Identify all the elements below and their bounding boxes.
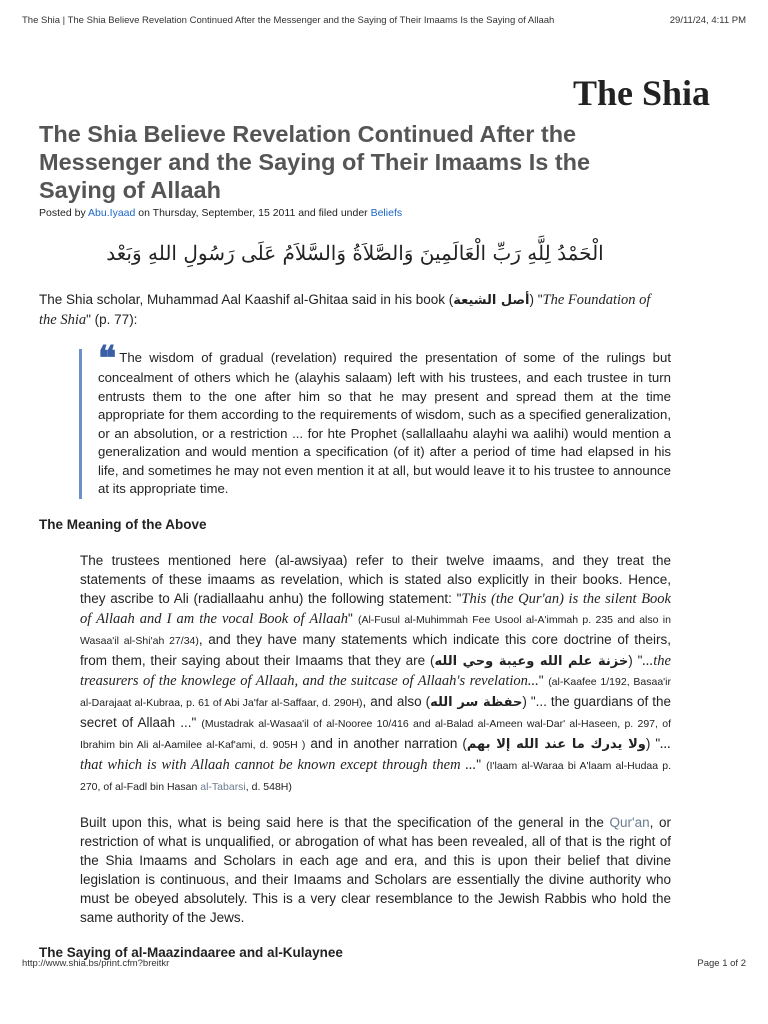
article <box>39 120 671 962</box>
p1-ref-2: (al-Kaafee 1/192, Basaa'ir al-Darajaat al-Kubraa, p. 61 of Abi Ja'far al-Saffaar, d. 290H) <box>80 675 672 709</box>
intro-book-title: The Foundation of the Shia <box>39 292 651 328</box>
post-meta <box>39 206 671 220</box>
quran-link[interactable]: Qur'an <box>609 814 650 830</box>
p1-ref-3: (Mustadrak al-Wasaa'il of al-Nooree 10/416 and al-Balad al-Ameen wal-Dar' al-Haseen, p. 297, of Ibrahim bin Ali al-Aamilee al-Kaf'ami, d. 905H ) <box>80 717 671 751</box>
p1-text-d: , and also ( <box>362 693 431 709</box>
author-link[interactable]: Abu.Iyaad <box>88 207 136 219</box>
meta-prefix: Posted by <box>39 207 89 219</box>
intro-text-3: " (p. 77): <box>86 312 138 327</box>
p1-text-c: ) " <box>628 652 643 668</box>
p1-quote-treasurers: ...the treasurers of the knowlege of Allaah, and the suitcase of Allaah's revelation... <box>80 652 671 689</box>
p2-text-a: Built upon this, what is being said here is that the specification of the general in the <box>80 814 610 830</box>
p1-ref-1: (Al-Fusul al-Muhimmah Fee Usool al-A'immah p. 235 and also in Wasaa'il al-Shi'ah 27/34) <box>80 613 671 647</box>
p1-text-a: The trustees mentioned here (al-awsiyaa) refer to their twelve imaams, and they treat the statements of these imaams as revelation, which is stated also explicitly in their books. Hence, they ascribe to Ali (radiallaahu anhu) the following statement: " <box>80 552 671 606</box>
p1-text-g-end: " <box>476 756 487 772</box>
article-title: The Shia Believe Revelation Continued After the Messenger and the Saying of Their Imaams Is the Saying of Allaah <box>39 121 591 203</box>
tabarsi-link[interactable]: al-Tabarsi <box>200 780 246 793</box>
print-footer <box>22 958 746 972</box>
p1-text-a-end: " <box>348 610 358 626</box>
p1-ref-4b: , d. 548H) <box>245 780 292 793</box>
intro-text-2: ) " <box>529 292 543 307</box>
p1-ref-4a: (I'laam al-Waraa bi A'laam al-Hudaa p. 270, of al-Fadl bin Hasan <box>80 759 672 793</box>
intro-paragraph <box>39 290 671 330</box>
print-header-title: The Shia | The Shia Believe Revelation Continued After the Messenger and the Saying of Their Imaams Is the Saying of Allaah <box>22 15 555 26</box>
quote-text: The wisdom of gradual (revelation) required the presentation of some of the rulings but concealment of others which he (alayhis salaam) left with his trustees, and each trustee in turn entrusts them to the one after him so that he may present and spread them at the time appropriate for them according to the requirements of wisdom, such as a specified generalization, or an absolution, or a restriction ... for hte Prophet (sallallaahu alayhi wa aalihi) would mention a generalization and would mention a specification (of it) after a period of time had elapsed in his life, and sometimes he may not even mention it at all, but would leave it to his trustee to announce at its appropriate time. <box>98 350 671 496</box>
p1-quote-known: ... that which is with Allaah cannot be known except through them ... <box>80 735 671 773</box>
print-header-datetime: 29/11/24, 4:11 PM <box>669 15 746 26</box>
p1-text-e: ) "... the guardians of the secret of Allaah ..." <box>80 693 672 730</box>
p1-arabic-1: خزنة علم الله وعيبة وحي الله <box>434 653 629 669</box>
p1-arabic-3: ولا يدرك ما عند الله إلا بهم <box>466 736 646 752</box>
blockquote <box>79 339 671 499</box>
p1-text-f: and in another narration ( <box>305 735 467 751</box>
intro-text-1: The Shia scholar, Muhammad Aal Kaashif al-Ghitaa said in his book ( <box>39 292 454 307</box>
meaning-paragraph <box>80 551 671 797</box>
category-link[interactable]: Beliefs <box>370 207 403 219</box>
quote-icon: ❝ <box>98 339 117 379</box>
p1-text-g: ) " <box>645 735 661 751</box>
site-title[interactable]: The Shia <box>572 73 710 113</box>
section-heading-maazindaaree: The Saying of al-Maazindaaree and al-Kulaynee <box>39 944 343 960</box>
meta-mid: on Thursday, September, 15 2011 and filed under <box>135 207 371 219</box>
p1-text-c-end: " <box>538 672 549 688</box>
section-heading-meaning: The Meaning of the Above <box>39 516 207 532</box>
intro-arabic-title: أصل الشيعة <box>453 293 530 308</box>
built-upon-paragraph <box>80 813 671 927</box>
p2-text-b: , or restriction of what is unqualified, or abrogation of what has been revealed, all of that is the right of the Shia Imaams and Scholars in each age and era, and this is upon their belief that divine legislation is continuous, and their Imaams and Scholars are essentially the divine authority who must be obeyed absolutely. This is a very clear resemblance to the Jewish Rabbis who hold the same authority of the Jews. <box>80 814 671 925</box>
p1-arabic-2: حفظة سر الله <box>430 694 523 710</box>
print-footer-page: Page 1 of 2 <box>697 958 746 969</box>
print-header <box>22 15 746 29</box>
p1-text-b: , and they have many statements which indicate this core doctrine of theirs, from them, their saying about their Imaams that they are ( <box>80 631 671 668</box>
arabic-salutation: الْحَمْدُ لِلَّهِ رَبِّ الْعَالَمِينَ وَالصَّلاَةُ وَالسَّلاَمُ عَلَى رَسُولِ اللهِ وَبَعْد <box>106 241 604 265</box>
print-footer-url: http://www.shia.bs/print.cfm?breitkr <box>22 958 170 969</box>
p1-quote-ali: This (the Qur'an) is the silent Book of Allaah and I am the vocal Book of Allaah <box>80 590 671 627</box>
